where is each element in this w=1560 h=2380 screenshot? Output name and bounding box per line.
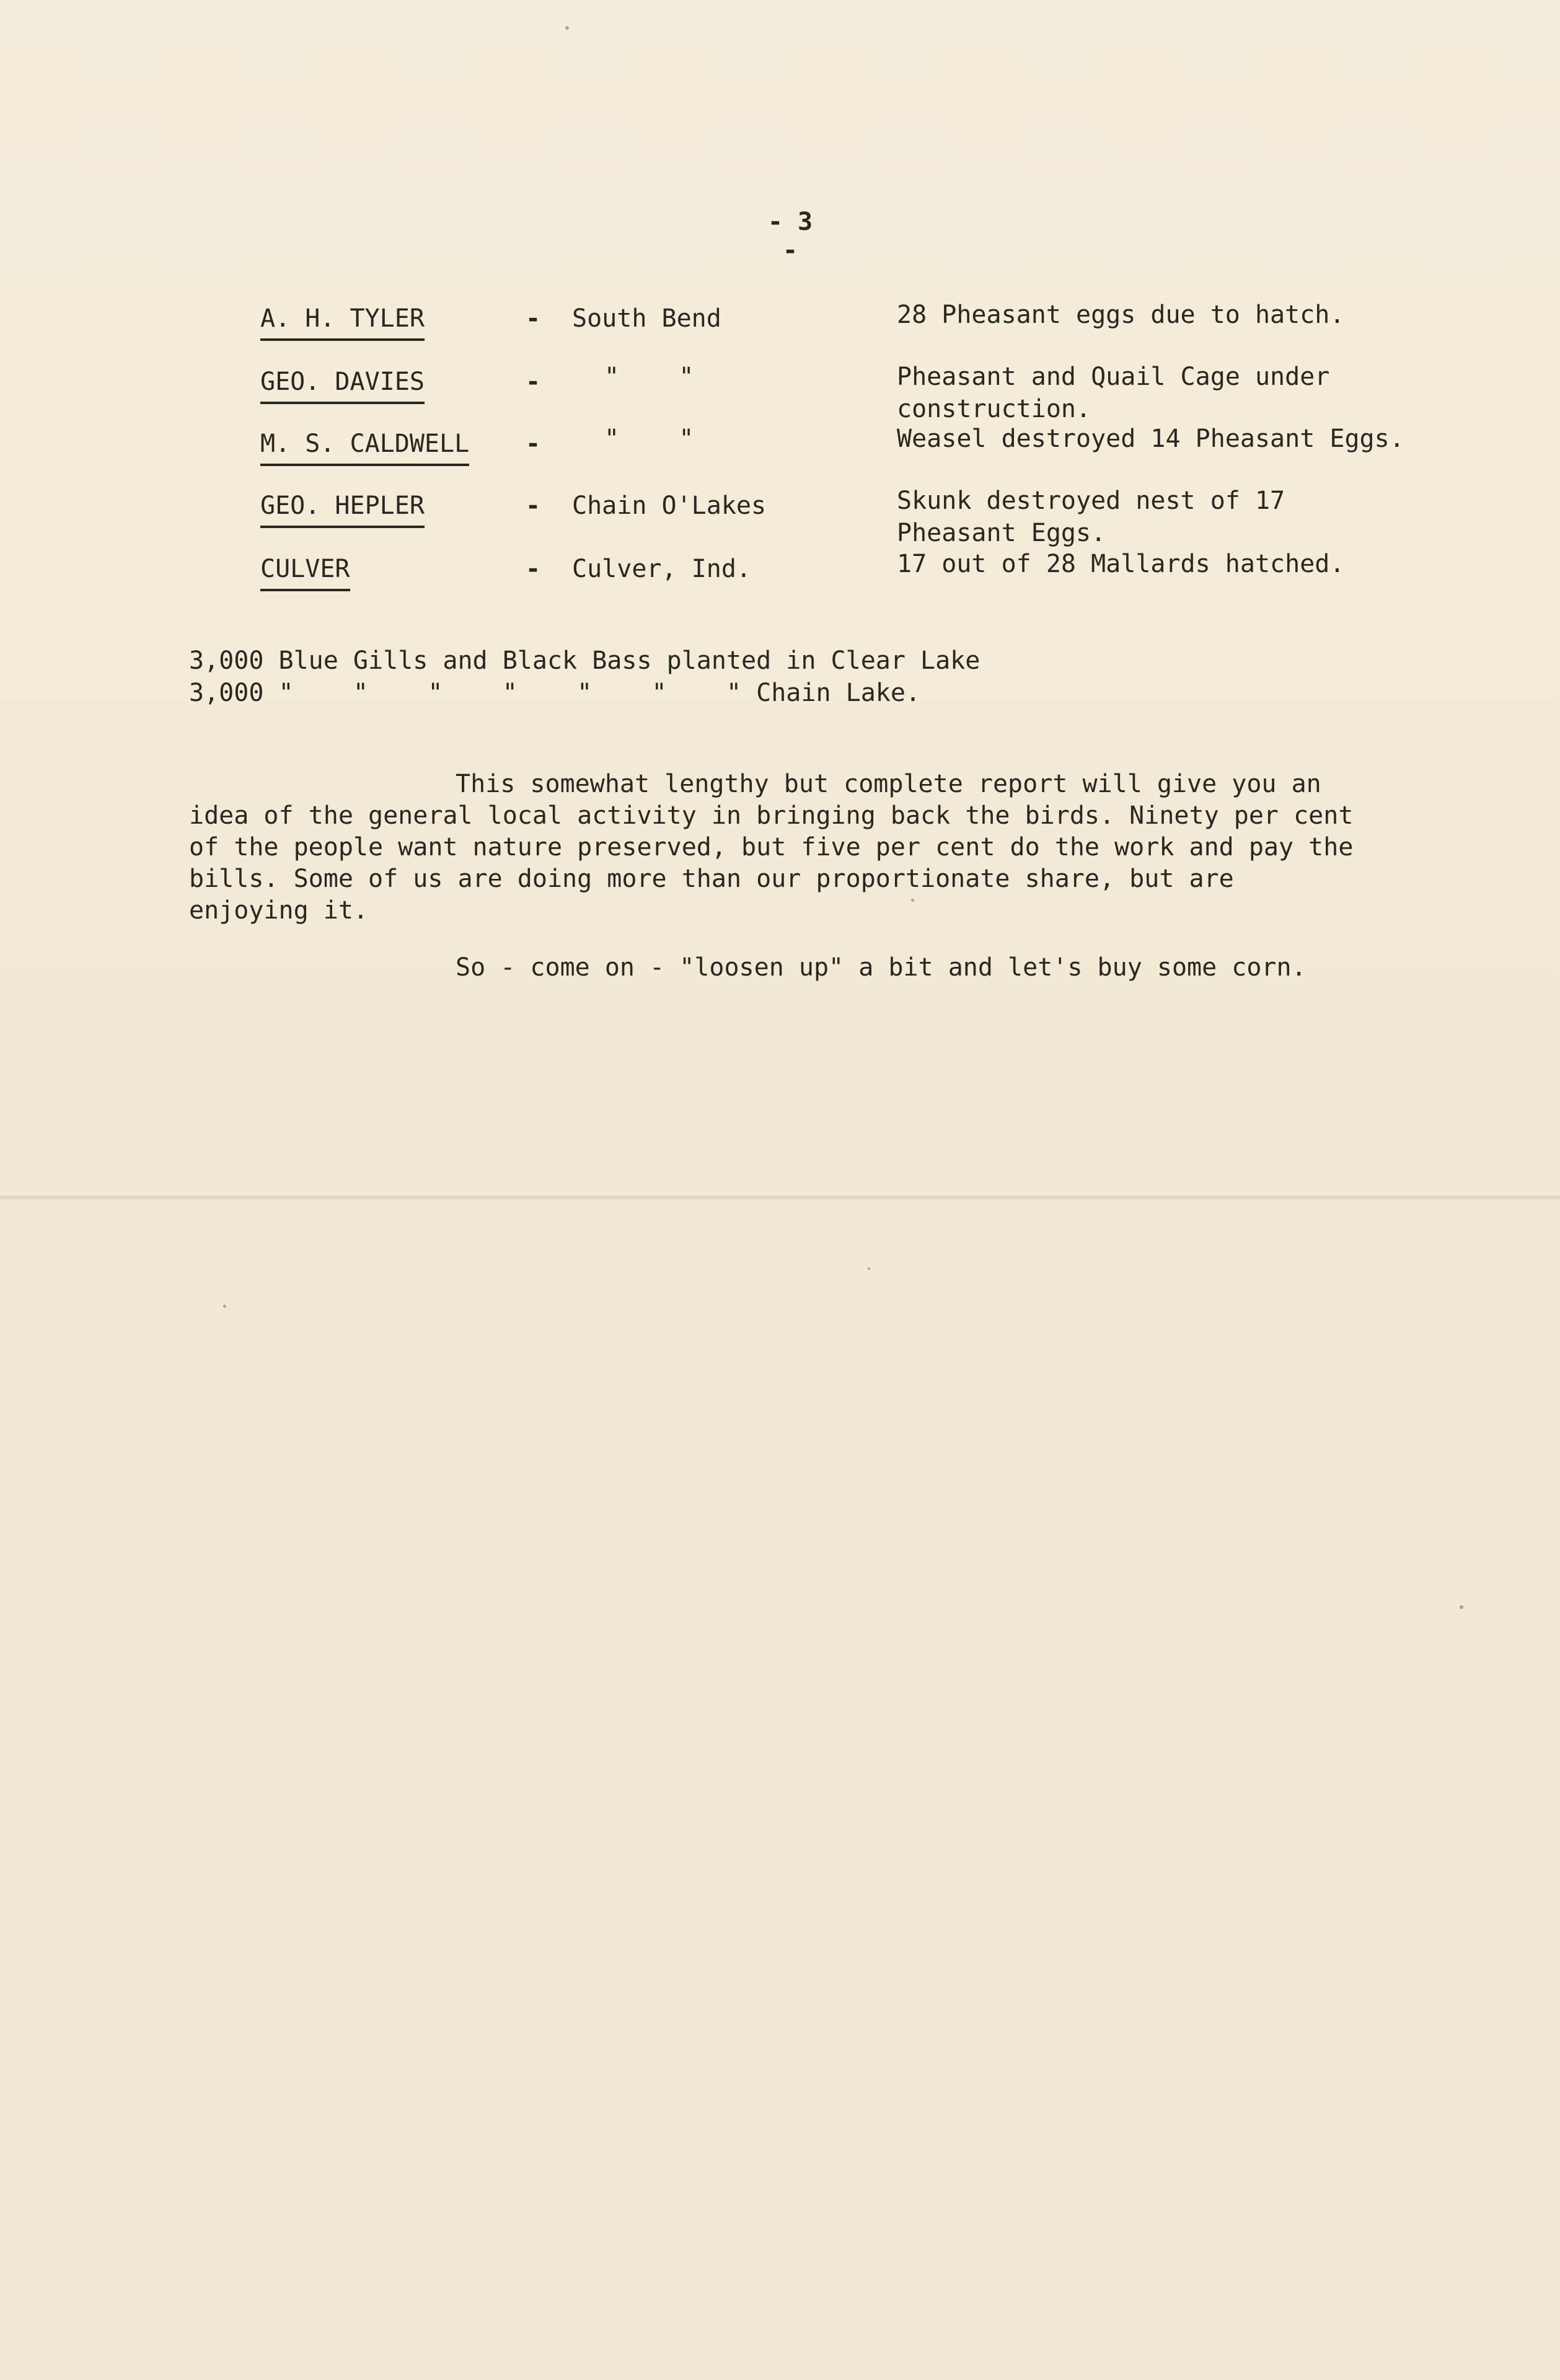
entry-name: GEO. DAVIES	[260, 366, 425, 404]
entry-note: 17 out of 28 Mallards hatched.	[897, 550, 1345, 578]
entry-name: CULVER	[260, 553, 350, 591]
entry-dash: -	[526, 430, 541, 458]
entry-name-text: A. H. TYLER	[260, 302, 425, 341]
entry-dash: -	[526, 304, 541, 333]
entry-note: Pheasant and Quail Cage under construction.	[897, 363, 1330, 423]
entry-location: " "	[604, 363, 694, 391]
page-number: - 3 -	[767, 208, 813, 265]
entry-location: " "	[604, 425, 694, 453]
entry-note: Skunk destroyed nest of 17 Pheasant Eggs.	[897, 487, 1285, 547]
entry-name	[260, 302, 425, 345]
paper-speck	[223, 1305, 226, 1308]
closing-line: So - come on - "loosen up" a bit and let's buy some corn.	[456, 953, 1307, 982]
entry-location: Culver, Ind.	[572, 555, 751, 583]
entry-note: 28 Pheasant eggs due to hatch.	[897, 301, 1345, 329]
entry-name: M. S. CALDWELL	[260, 428, 469, 466]
entry-name: GEO. HEPLER	[260, 490, 425, 528]
entry-note: Weasel destroyed 14 Pheasant Eggs.	[897, 425, 1404, 453]
paper-fold-crease	[0, 1193, 1560, 1202]
paper-speck	[1460, 1605, 1463, 1609]
entry-dash: -	[526, 491, 541, 520]
fish-planting-line: 3,000 " " " " " " " Chain Lake.	[189, 679, 921, 707]
entry-location: Chain O'Lakes	[572, 491, 767, 520]
report-paragraph: This somewhat lengthy but complete report will give you an idea of the general local activity in bringing back the birds. Ninety per cent of the people want nature preserved, but five per cent do the work and pay the bills. Some of us are doing more than our proportionate share, but are enjoying it.	[189, 770, 1354, 925]
paper-speck	[911, 899, 914, 902]
entry-dash: -	[526, 368, 541, 396]
entry-dash: -	[526, 555, 541, 583]
paper-speck	[868, 1267, 870, 1270]
fish-planting-line: 3,000 Blue Gills and Black Bass planted in Clear Lake	[189, 646, 981, 675]
paper-speck	[565, 26, 569, 30]
entry-location: South Bend	[572, 304, 721, 333]
